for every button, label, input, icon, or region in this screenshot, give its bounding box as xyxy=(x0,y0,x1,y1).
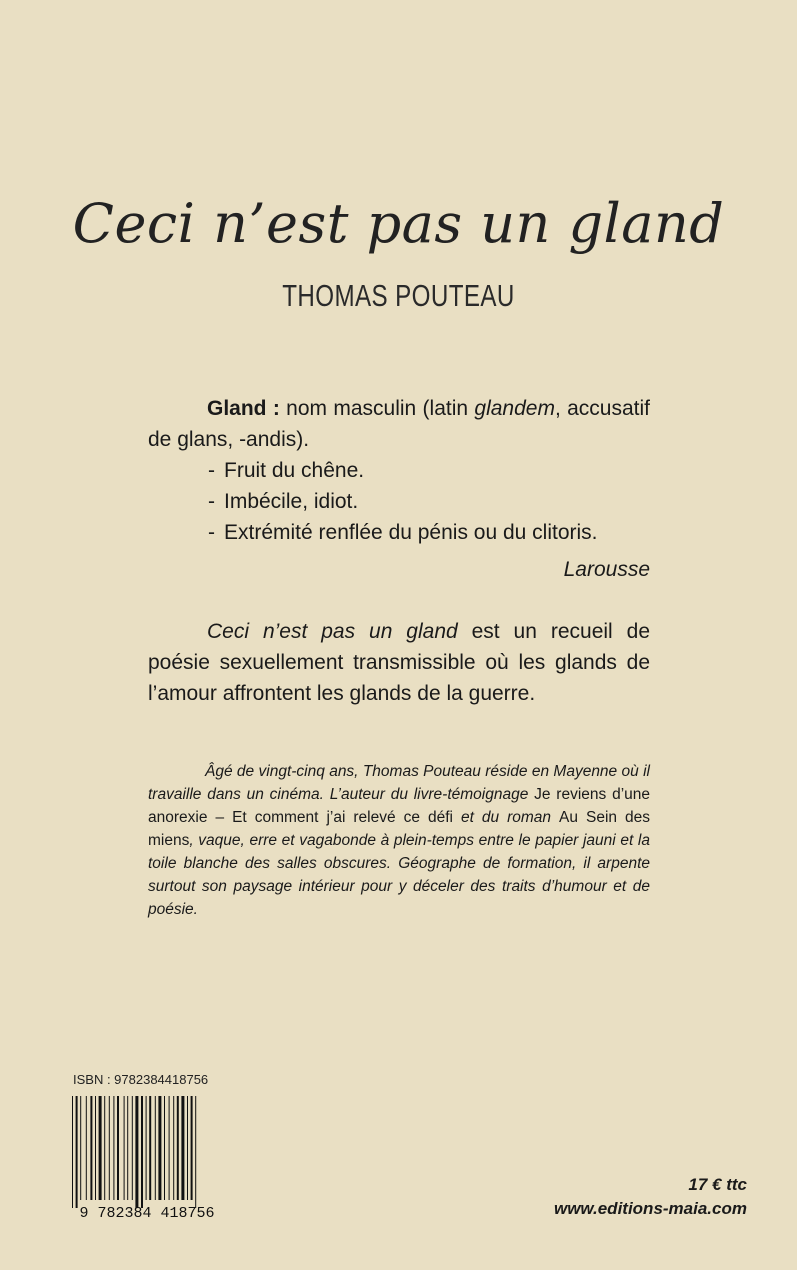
barcode-bar xyxy=(181,1096,184,1200)
barcode-bar xyxy=(195,1096,196,1208)
bio-text-1: Âgé de vingt-cinq ans, Thomas Pouteau réside en Mayenne où il travaille dans un cinéma. L’auteur du livre-témoignage xyxy=(148,763,650,803)
isbn-barcode xyxy=(62,1094,232,1222)
price-label: 17 € ttc xyxy=(688,1175,747,1194)
definition-paragraph xyxy=(148,393,650,455)
definition-block xyxy=(148,393,650,548)
barcode-bar xyxy=(135,1096,138,1208)
barcode-bar xyxy=(76,1096,78,1208)
bio-text-2: et du roman xyxy=(452,809,560,826)
barcode-bars xyxy=(72,1096,196,1208)
barcode-bar xyxy=(177,1096,179,1200)
barcode-bar xyxy=(104,1096,105,1200)
list-item: - Fruit du chêne. xyxy=(208,455,650,486)
barcode-bar xyxy=(149,1096,151,1200)
barcode-bar xyxy=(169,1096,170,1200)
book-title: Ceci n’est pas un gland xyxy=(72,192,725,255)
barcode-bar xyxy=(141,1096,143,1208)
meanings-list xyxy=(148,455,650,548)
barcode-bar xyxy=(113,1096,114,1200)
summary-title: Ceci n’est pas un gland xyxy=(207,620,458,643)
isbn-label: ISBN : 9782384418756 xyxy=(73,1072,209,1087)
definition-term: Gland : xyxy=(207,397,280,420)
summary-text: est un recueil de poésie sexuellement transmissible où les glands de l’amour affrontent les glands de la guerre. xyxy=(148,620,650,705)
barcode-bar xyxy=(127,1096,128,1200)
barcode-bar xyxy=(124,1096,125,1200)
author-bio xyxy=(148,760,650,921)
definition-source: Larousse xyxy=(563,558,650,581)
barcode-bar xyxy=(117,1096,119,1200)
author-name: THOMAS POUTEAU xyxy=(282,278,515,313)
list-item: - Imbécile, idiot. xyxy=(208,486,650,517)
barcode-bar xyxy=(95,1096,96,1200)
barcode-bar xyxy=(132,1096,133,1200)
barcode-bar xyxy=(109,1096,110,1200)
barcode-digits: 9 782384 418756 xyxy=(79,1205,215,1222)
barcode-bar xyxy=(80,1096,81,1200)
definition-text-2: , accusatif de glans, -andis). xyxy=(148,397,650,451)
bio-book-2: Au Sein des miens xyxy=(148,809,650,849)
barcode-bar xyxy=(187,1096,188,1200)
barcode-bar xyxy=(146,1096,147,1200)
barcode-bar xyxy=(99,1096,102,1200)
barcode-bar xyxy=(158,1096,161,1200)
bio-text-3: , vaque, erre et vagabonde à plein-temps entre le papier jauni et la toile blanche des salles obscures. Géographe de formation, il arpente surtout son paysage intérieur pour y déceler des traits d’humour et de poésie. xyxy=(148,832,650,918)
publisher-website: www.editions-maia.com xyxy=(553,1199,747,1218)
barcode-bar xyxy=(86,1096,87,1200)
definition-text-1: nom masculin (latin xyxy=(279,397,475,420)
summary-block xyxy=(148,616,650,709)
barcode-bar xyxy=(90,1096,92,1200)
summary-paragraph xyxy=(148,616,650,709)
list-item: - Extrémité renflée du pénis ou du clitoris. xyxy=(208,517,650,548)
barcode-bar xyxy=(155,1096,156,1200)
bio-book-1: Je reviens d’une anorexie – Et comment j’ai relevé ce défi xyxy=(148,786,651,826)
definition-latin-word: glandem xyxy=(474,397,555,420)
barcode-bar xyxy=(191,1096,193,1200)
bio-paragraph xyxy=(148,760,650,921)
barcode-bar xyxy=(72,1096,73,1208)
barcode-bar xyxy=(164,1096,165,1200)
barcode-bar xyxy=(173,1096,174,1200)
